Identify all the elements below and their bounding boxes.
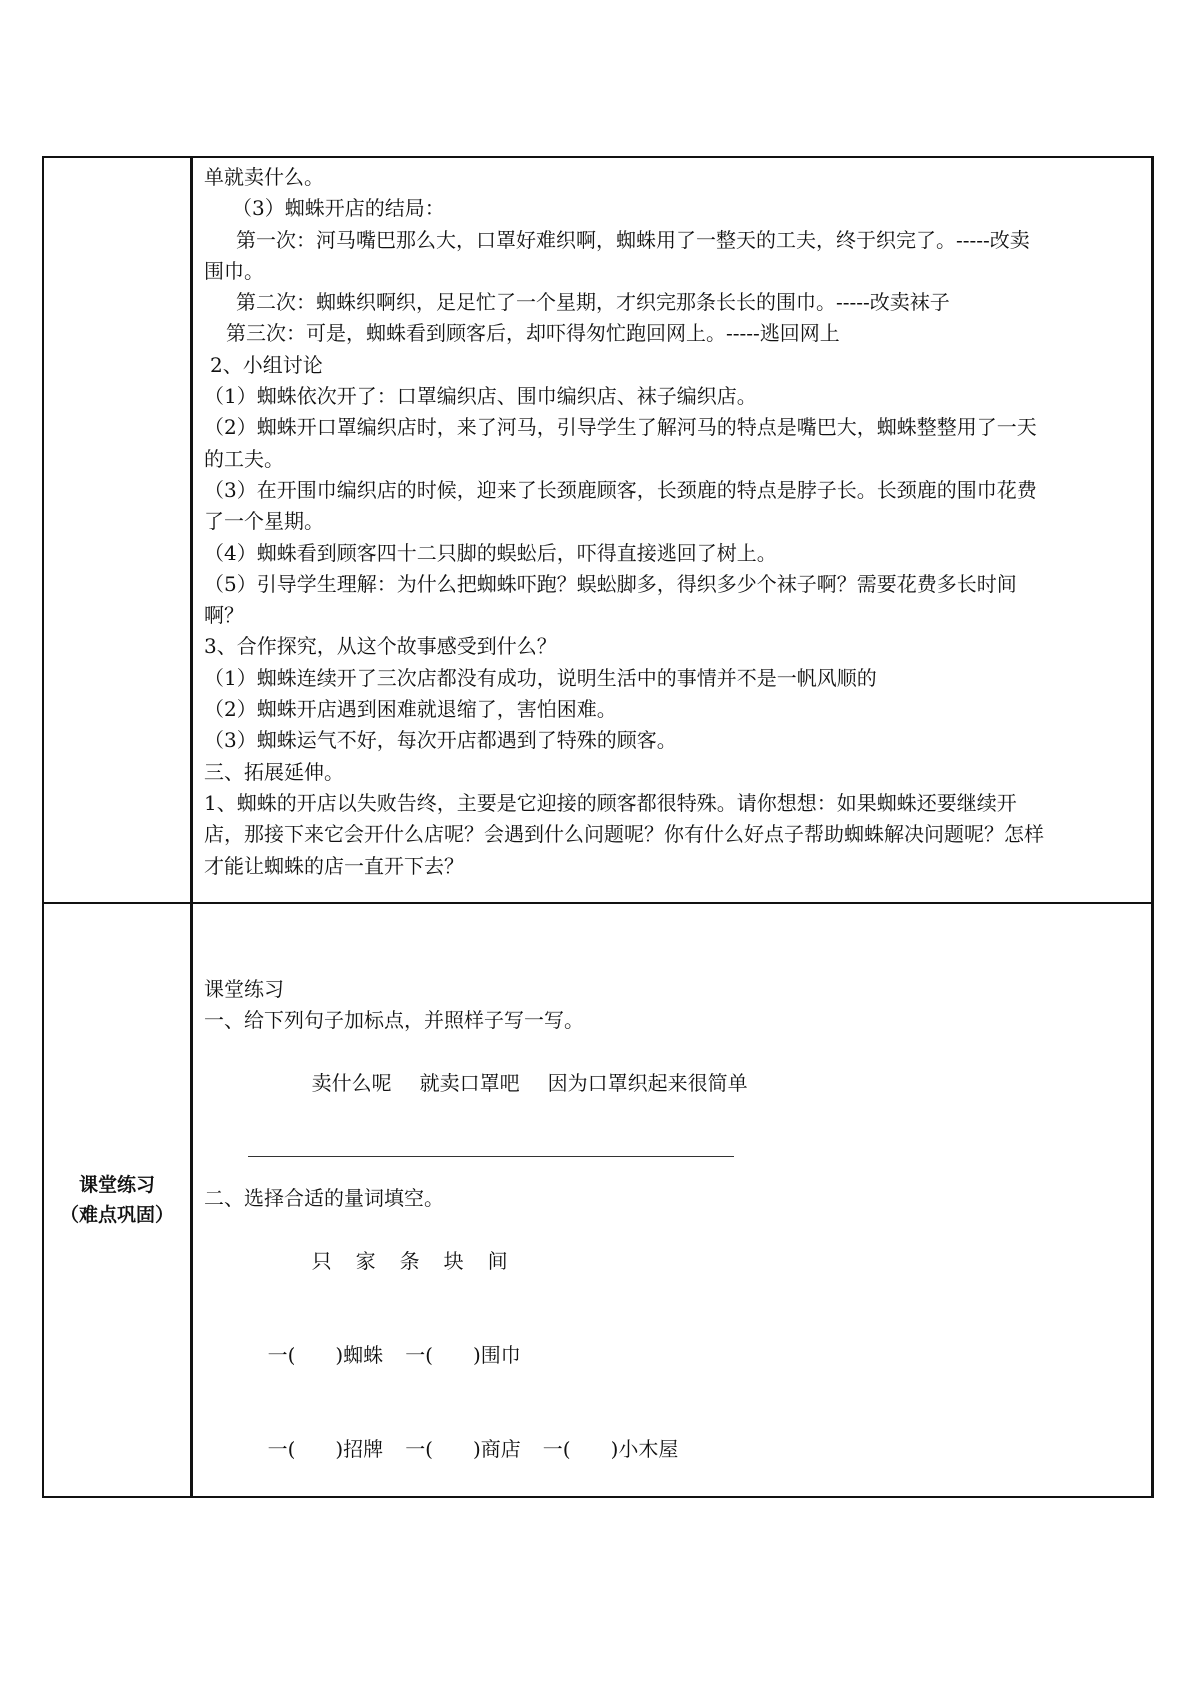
- lesson-line: 单就卖什么。: [204, 165, 324, 189]
- lesson-line: （3）在开围巾编织店的时候，迎来了长颈鹿顾客，长颈鹿的特点是脖子长。长颈鹿的围巾花费: [204, 477, 1037, 502]
- practice-heading: 课堂练习: [204, 977, 284, 1001]
- lesson-line: 1、蜘蛛的开店以失败告终，主要是它迎接的顾客都很特殊。请你想想：如果蜘蛛还要继续开: [204, 790, 1017, 815]
- fill-blank-item: 一( )招牌: [267, 1436, 384, 1461]
- question-1-title: 一、给下列句子加标点，并照样子写一写。: [204, 1008, 584, 1033]
- question-2-title: 二、选择合适的量词填空。: [204, 1186, 444, 1211]
- lesson-content: [193, 158, 1151, 882]
- lesson-line: 第二次：蜘蛛织啊织，足足忙了一个星期，才织完那条长长的围巾。-----改卖袜子: [236, 290, 950, 315]
- fill-blank-row-1: [204, 1309, 1143, 1403]
- lesson-line: （3）蜘蛛运气不好，每次开店都遇到了特殊的顾客。: [204, 728, 677, 753]
- lesson-line: 第三次：可是，蜘蛛看到顾客后，却吓得匆忙跑回网上。-----逃回网上: [226, 321, 840, 346]
- measure-word-options: [204, 1215, 1143, 1309]
- lesson-line: 围巾。: [204, 258, 264, 283]
- lesson-row: [43, 157, 1153, 903]
- measure-word: 只: [311, 1249, 332, 1274]
- lesson-line: （3）蜘蛛开店的结局：: [232, 196, 445, 221]
- lesson-line: 店，那接下来它会开什么店呢？会遇到什么问题呢？你有什么好点子帮助蜘蛛解决问题呢？怎样: [204, 822, 1044, 847]
- practice-content: [193, 904, 1151, 1496]
- practice-row: [43, 903, 1153, 1497]
- lesson-line: （1）蜘蛛依次开了：口罩编织店、围巾编织店、袜子编织店。: [204, 384, 757, 409]
- lesson-content-cell: [192, 157, 1153, 903]
- lesson-line: （4）蜘蛛看到顾客四十二只脚的蜈蚣后，吓得直接逃回了树上。: [204, 540, 777, 565]
- sample-phrase: 就卖口罩吧: [419, 1070, 520, 1095]
- lesson-line: 三、拓展延伸。: [204, 759, 344, 784]
- practice-label-sub: （难点巩固）: [59, 1204, 174, 1227]
- sample-phrase: 因为口罩织起来很简单: [547, 1070, 748, 1095]
- lesson-line: 2、小组讨论: [210, 352, 323, 377]
- lesson-line: 才能让蜘蛛的店一直开下去？: [204, 853, 464, 878]
- fill-blank-item: 一( )小木屋: [542, 1436, 679, 1461]
- sample-phrase: 卖什么呢: [311, 1070, 392, 1095]
- measure-word: 条: [399, 1249, 420, 1274]
- question-1-sample: [204, 1037, 1143, 1131]
- fill-blank-item: 一( )商店: [405, 1436, 521, 1461]
- fill-blank-row-2: [204, 1403, 1143, 1497]
- practice-label-cell: [43, 903, 192, 1497]
- lesson-line: 了一个星期。: [204, 509, 324, 534]
- lesson-line: 的工夫。: [204, 446, 284, 471]
- fill-blank-item: 一( )围巾: [405, 1342, 521, 1367]
- lesson-label-cell: [43, 157, 192, 903]
- answer-line: [248, 1156, 734, 1157]
- lesson-line: 3、合作探究，从这个故事感受到什么？: [204, 634, 557, 659]
- lesson-line: （2）蜘蛛开口罩编织店时，来了河马，引导学生了解河马的特点是嘴巴大，蜘蛛整整用了一天: [204, 415, 1037, 440]
- measure-word: 块: [443, 1249, 464, 1274]
- lesson-line: （2）蜘蛛开店遇到困难就退缩了，害怕困难。: [204, 697, 617, 722]
- practice-label-main: 课堂练习: [78, 1174, 155, 1197]
- lesson-line: 第一次：河马嘴巴那么大，口罩好难织啊，蜘蛛用了一整天的工夫，终于织完了。-----改卖: [236, 227, 1030, 252]
- practice-content-cell: [192, 903, 1153, 1497]
- lesson-line: 啊？: [204, 603, 244, 628]
- measure-word: 间: [487, 1249, 508, 1274]
- lesson-line: （5）引导学生理解：为什么把蜘蛛吓跑？蜈蚣脚多，得织多少个袜子啊？需要花费多长时间: [204, 571, 1017, 596]
- fill-blank-item: 一( )蜘蛛: [267, 1342, 384, 1367]
- measure-word: 家: [355, 1249, 376, 1274]
- lesson-table: [42, 156, 1154, 1498]
- lesson-line: （1）蜘蛛连续开了三次店都没有成功，说明生活中的事情并不是一帆风顺的: [204, 665, 877, 690]
